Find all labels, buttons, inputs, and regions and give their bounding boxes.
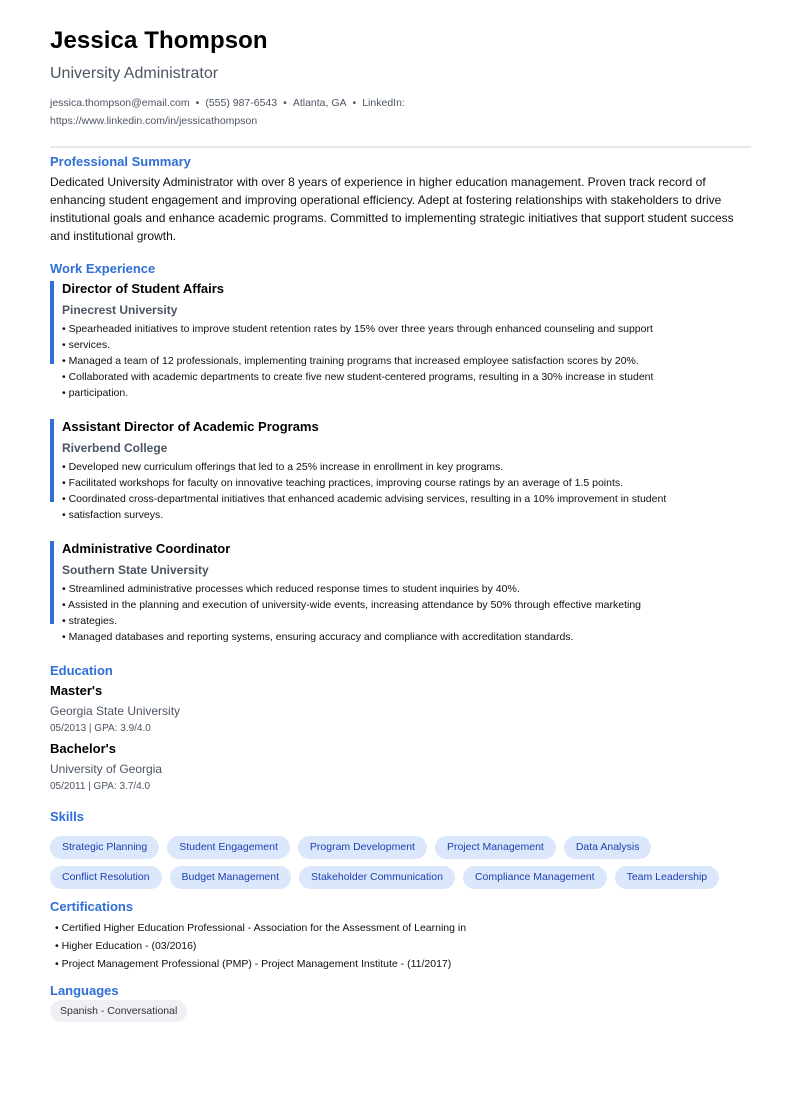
job-entry	[50, 541, 740, 651]
education-meta: 05/2011 | GPA: 3.7/4.0	[50, 781, 151, 792]
skill-chip: Data Analysis	[564, 836, 652, 859]
job-bullet: • Coordinated cross-departmental initiatives that enhanced academic advising services, resulting in a 10% improvement in student	[62, 493, 667, 505]
certification-item: • Higher Education - (03/2016)	[55, 940, 197, 952]
summary-text: Dedicated University Administrator with over 8 years of experience in higher education management. Proven track record of enhancing student engagement and improving operational efficiency. Adept at fostering relationships with stakeholders to drive institutional goals and enhance academic programs. Committed to implementing strategic initiatives that support student success and institutional growth.	[50, 175, 734, 243]
candidate-title: University Administrator	[50, 65, 219, 82]
job-bullet: • satisfaction surveys.	[62, 509, 164, 521]
job-bullet: • Managed a team of 12 professionals, implementing training programs that increased employee satisfaction scores by 20%.	[62, 355, 639, 367]
job-company: Southern State University	[62, 563, 209, 577]
resume-page	[50, 0, 751, 1100]
skill-chip: Student Engagement	[167, 836, 290, 859]
job-bullet: • Facilitated workshops for faculty on innovative teaching practices, improving course ratings by an average of 1.5 points.	[62, 477, 624, 489]
job-accent-bar	[50, 419, 54, 502]
job-entry	[50, 419, 740, 529]
certifications-list	[55, 919, 466, 973]
section-heading-summary: Professional Summary	[50, 154, 191, 169]
location-text: Atlanta, GA	[292, 97, 347, 109]
education-meta: 05/2013 | GPA: 3.9/4.0	[50, 723, 151, 734]
section-heading-skills: Skills	[50, 809, 84, 824]
job-bullets	[62, 581, 641, 645]
education-school: University of Georgia	[50, 762, 163, 776]
job-bullet: • participation.	[62, 387, 129, 399]
job-bullet: • Managed databases and reporting systems, ensuring accuracy and compliance with accreditation standards.	[62, 631, 574, 643]
section-heading-certifications: Certifications	[50, 899, 134, 914]
job-accent-bar	[50, 541, 54, 624]
job-bullets	[62, 459, 666, 523]
skill-chip: Project Management	[435, 836, 556, 859]
job-bullet: • Developed new curriculum offerings that led to a 25% increase in enrollment in key programs.	[62, 461, 504, 473]
skill-chip: Budget Management	[170, 866, 291, 889]
job-title: Director of Student Affairs	[62, 281, 225, 296]
job-company: Riverbend College	[62, 441, 168, 455]
section-heading-languages: Languages	[50, 983, 119, 998]
separator: •	[283, 97, 287, 109]
separator: •	[195, 97, 200, 109]
candidate-name: Jessica Thompson	[50, 27, 268, 54]
skill-chip: Team Leadership	[615, 866, 720, 889]
job-entry	[50, 281, 740, 401]
skill-chip: Strategic Planning	[50, 836, 159, 859]
skill-chip: Stakeholder Communication	[299, 866, 455, 889]
job-bullet: • services.	[62, 339, 111, 351]
job-bullet: • Collaborated with academic departments to create five new student-centered programs, resulting in a 30% increase in student	[62, 371, 654, 383]
linkedin-link[interactable]: https://www.linkedin.com/in/jessicathompson	[50, 115, 258, 127]
email-link[interactable]: jessica.thompson@email.com	[50, 97, 190, 109]
header-divider	[50, 146, 751, 148]
job-bullet: • Spearheaded initiatives to improve student retention rates by 15% over three years through enhanced counseling and support	[62, 323, 653, 335]
language-chip: Spanish - Conversational	[50, 1000, 187, 1022]
education-degree: Bachelor's	[50, 741, 116, 756]
job-company: Pinecrest University	[62, 303, 178, 317]
skills-row	[50, 866, 719, 889]
phone-text: (555) 987-6543	[205, 97, 278, 109]
section-heading-education: Education	[50, 663, 113, 678]
certification-item: • Project Management Professional (PMP) - Project Management Institute - (11/2017)	[55, 958, 452, 970]
separator: •	[352, 97, 357, 109]
contact-line	[50, 94, 410, 130]
job-accent-bar	[50, 281, 54, 364]
skill-chip: Compliance Management	[463, 866, 607, 889]
job-bullet: • Assisted in the planning and execution of university-wide events, increasing attendance by 50% through effective marketing	[62, 599, 641, 611]
linkedin-label: LinkedIn:	[362, 97, 405, 109]
job-bullet: • strategies.	[62, 615, 118, 627]
section-heading-experience: Work Experience	[50, 261, 156, 276]
job-bullets	[62, 321, 653, 401]
job-title: Administrative Coordinator	[62, 541, 231, 556]
job-title: Assistant Director of Academic Programs	[62, 419, 319, 434]
job-bullet: • Streamlined administrative processes which reduced response times to student inquiries by 40%.	[62, 583, 520, 595]
skill-chip: Program Development	[298, 836, 427, 859]
education-school: Georgia State University	[50, 704, 181, 718]
certification-item: • Certified Higher Education Professional - Association for the Assessment of Learning in	[55, 922, 467, 934]
education-degree: Master's	[50, 683, 103, 698]
skill-chip: Conflict Resolution	[50, 866, 162, 889]
skills-row	[50, 836, 651, 859]
